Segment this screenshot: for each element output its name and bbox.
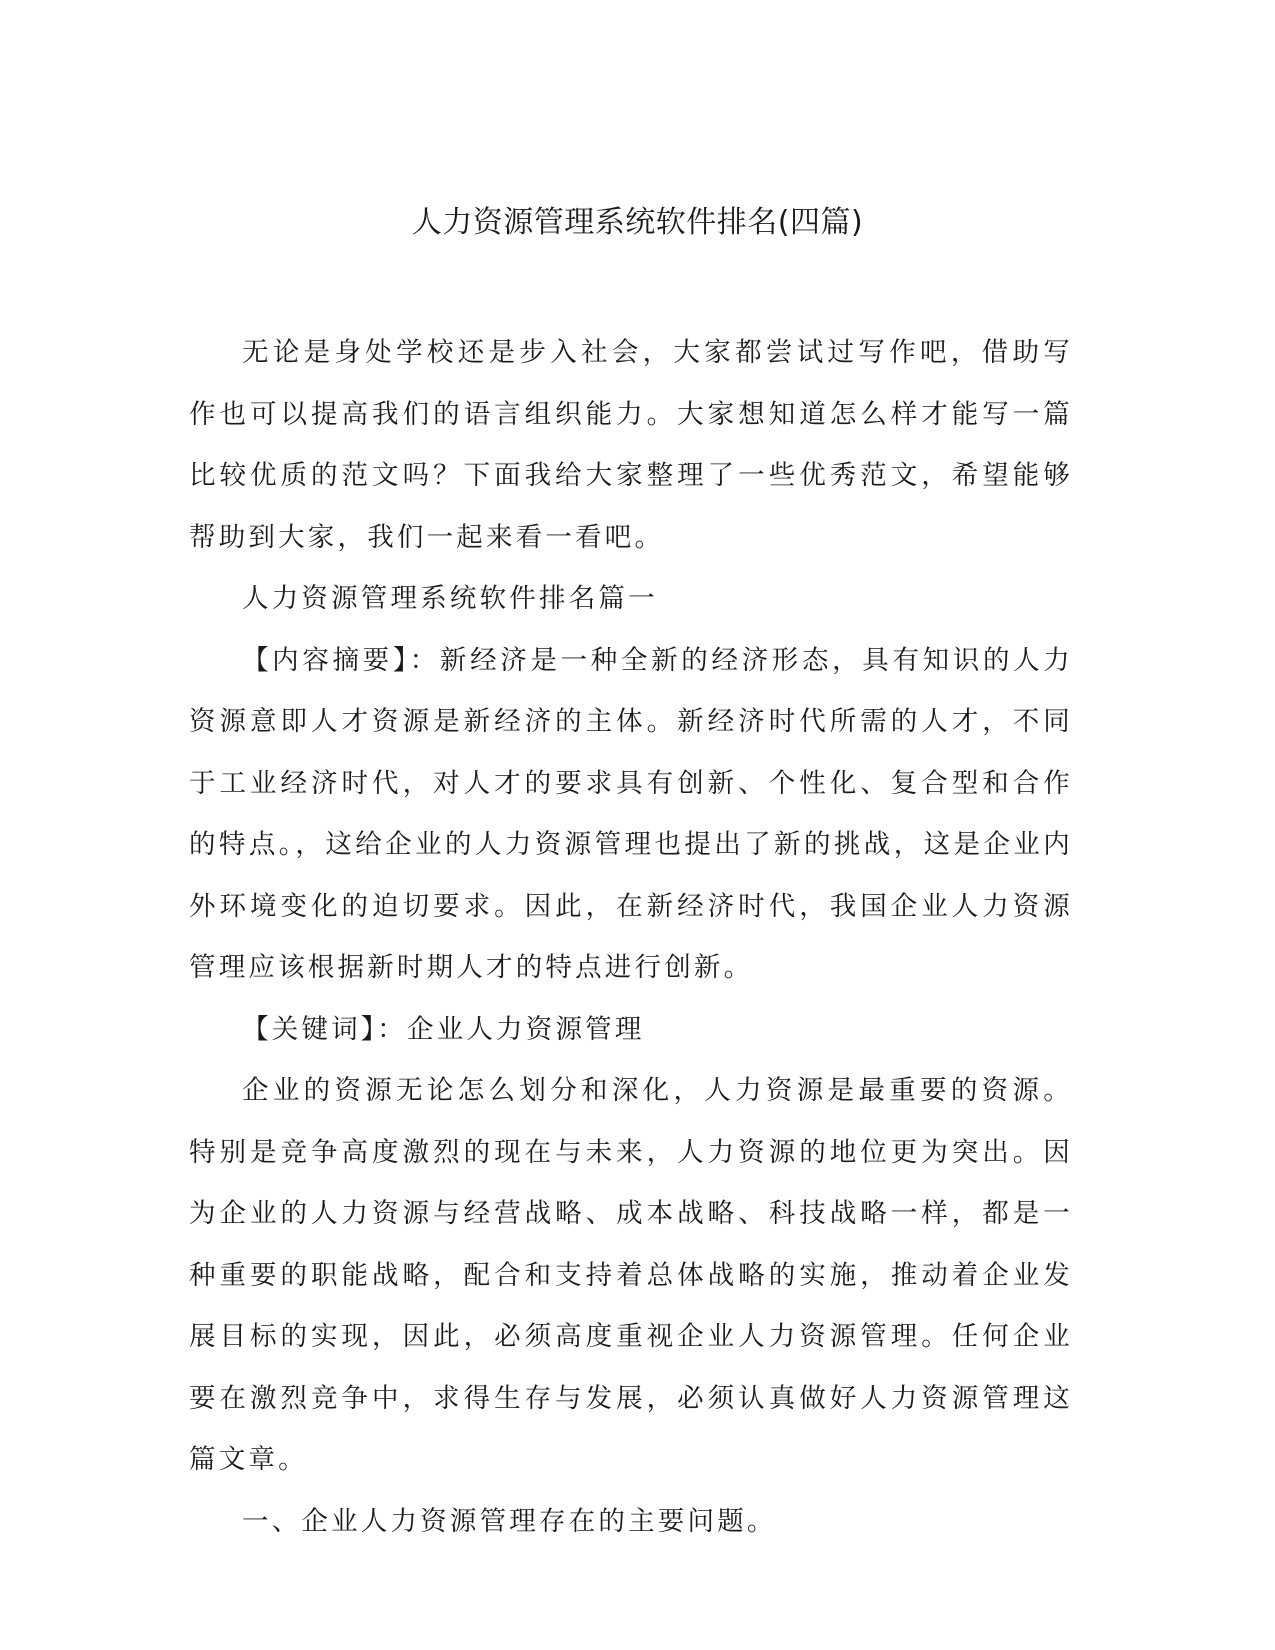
subsection-heading: 一、企业人力资源管理存在的主要问题。: [242, 1505, 777, 1537]
section-heading: 人力资源管理系统软件排名篇一: [242, 583, 658, 614]
paragraph-intro: 无论是身处学校还是步入社会，大家都尝试过写作吧，借助写作也可以提高我们的语言组织能力。大家想知道怎么样才能写一篇比较优质的范文吗？下面我给大家整理了一些优秀范文，希望能够帮助到大家，我们一起来看一看吧。: [189, 337, 1073, 553]
document-title: 人力资源管理系统软件排名(四篇): [411, 205, 864, 240]
paragraph-abstract: 【内容摘要】：新经济是一种全新的经济形态，具有知识的人力资源意即人才资源是新经济的主体。新经济时代所需的人才，不同于工业经济时代，对人才的要求具有创新、个性化、复合型和合作的特点。，这给企业的人力资源管理也提出了新的挑战，这是企业内外环境变化的迫切要求。因此，在新经济时代，我国企业人力资源管理应该根据新时期人才的特点进行创新。: [189, 644, 1073, 983]
document-body: [189, 322, 1073, 1552]
paragraph-main: 企业的资源无论怎么划分和深化，人力资源是最重要的资源。特别是竞争高度激烈的现在与未来，人力资源的地位更为突出。因为企业的人力资源与经营战略、成本战略、科技战略一样，都是一种重要的职能战略，配合和支持着总体战略的实施，推动着企业发展目标的实现，因此，必须高度重视企业人力资源管理。任何企业要在激烈竞争中，求得生存与发展，必须认真做好人力资源管理这篇文章。: [189, 1075, 1073, 1475]
paragraph-keywords: 【关键词】：企业人力资源管理: [242, 1013, 645, 1045]
